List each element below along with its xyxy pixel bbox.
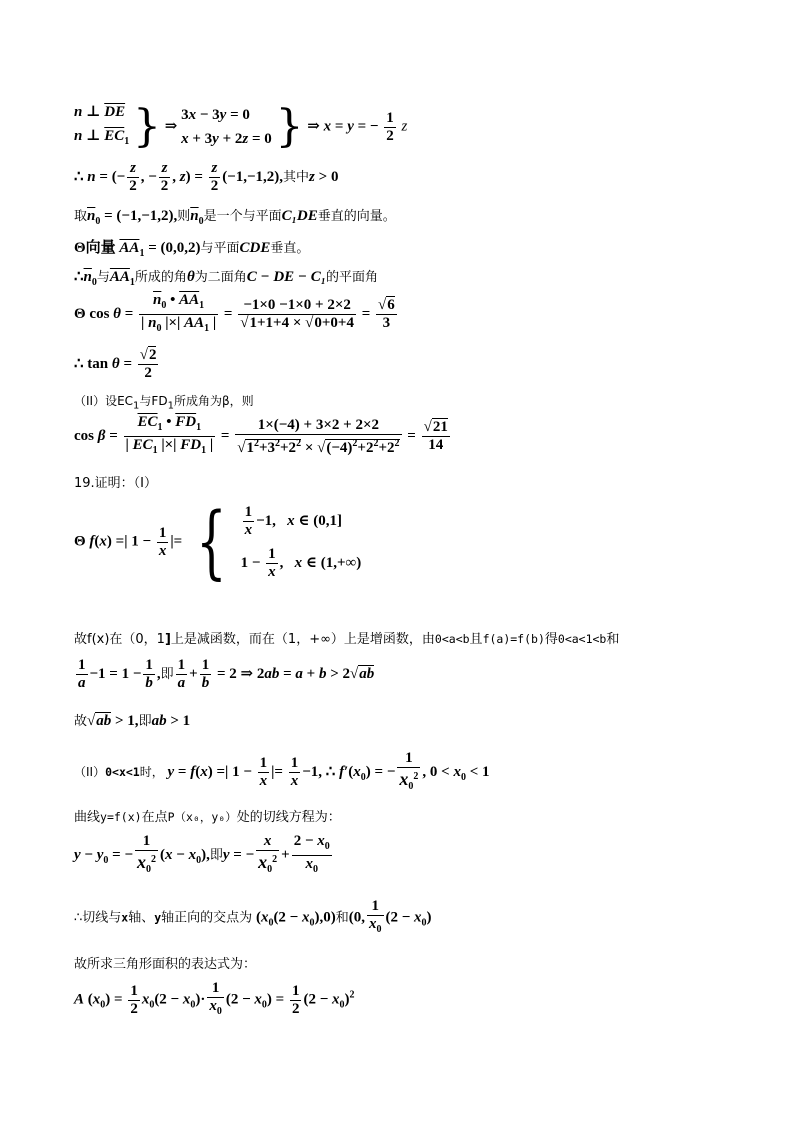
perpendicular-conditions <box>74 100 129 154</box>
line-normal-vector: ∴ n = (− $\frac{z}{2}$ , − $\frac{z}{2}$ , z) = $\frac{z}{2}$ (−1,−1,2),其中z > 0 <box>74 160 339 194</box>
line-ab-relation: $\frac{1}{a}$ −1 = 1 − $\frac{1}{b}$ ,即 $\frac{1}{a}$ + $\frac{1}{b}$ = 2 ⇒ 2ab = a + b > 2√ab <box>78 657 375 691</box>
line-normal-vector-system: n ⊥ $\overline{DE}$ n ⊥ $\overline{EC}_1$ } ⇒ 3x − 3y = 0 x + 3y + 2z = 0 } ⇒ x = y = − $\frac{1}{2}$ z <box>74 101 408 152</box>
line-vector-aa1: Θ向量 $\overline{AA}_1 = (0,0,2)$与平面CDE垂直。 <box>74 240 310 259</box>
text-with-plane: 与平面 <box>200 241 240 256</box>
text-dihedral: 为二面角 <box>194 270 247 285</box>
case-1: $\frac{1}{x}$ −1, x ∈ (0,1] <box>244 504 342 539</box>
line-area-intro: 故所求三角形面积的表达式为： <box>74 957 257 972</box>
line-tan-theta: ∴ tan θ = $\frac{√2}{2}$ <box>74 347 157 381</box>
line-tangent-intro: 曲线y=f(x)在点P（x₀，y₀）处的切线方程为： <box>74 810 341 825</box>
right-brace-icon: } <box>275 101 304 152</box>
text-angle-formed: 所成的角 <box>134 270 187 285</box>
text-and: 与 <box>96 270 110 285</box>
line-area-expression: A $(x_0)$ = $\frac{1}{2}$ $x_0(2 - x_0)\cdot$ $\frac{1}{x_0}$ $(2 - x_0)$ = $\frac{1}{2}$ $(2 - x_0)^2$ <box>74 980 355 1017</box>
line-tangent-equation: $y - y_0$ = − $\frac{1}{x_0^2}$ $(x - x_0)$,即y = − $\frac{x}{x_0^2}$ + $\frac{2 - x_0}{x_0}$ <box>74 833 330 875</box>
therefore-symbol: ∴ <box>74 269 84 285</box>
line-conclusion-ab: 故√ab > 1,即ab > 1 <box>74 713 191 729</box>
left-brace-icon: { <box>196 495 227 588</box>
line-piecewise-f: Θ f(x) =| 1 − $\frac{1}{x}$ |= { $\frac{1}{x}$ −1, x ∈ (0,1] 1 − $\frac{1}{x}$ , x ∈ (1,+∞) <box>74 495 362 588</box>
fraction-numeric: $\frac{-1\times 0 -1\times 0 + 2\times 2}{√1+1+4 \times √0+0+4}$ <box>240 297 354 331</box>
eq-1: 3x − 3y = 0 <box>181 107 250 123</box>
line-take-n0: 取$\overline{n}_0 = (-1,-1,2)$,则$\overline{n}_0$是一个与平面C₁DE垂直的向量。 <box>74 208 396 227</box>
line-derivative: （II）0<x<1时， y = f(x) =| 1 − $\frac{1}{x}$ |= $\frac{1}{x}$ −1, ∴ $f'(x_0)$ = − $\frac{1}{x_0^2}$ , $0 < x_0 < 1$ <box>74 750 490 792</box>
line-cos-theta: Θ cos θ = $\frac{\overline{n}_0 • \overline{AA}_1}{| \overline{n}_0 |\times| \overline{AA}_1 |}$ = $\frac{-1\times 0 -1\times 0 + 2\times 2}{√1+1+4 \times √0+0+4}$ = $\frac{√6}{3}$ <box>74 292 399 337</box>
case-2: 1 − $\frac{1}{x}$ , x ∈ (1,+∞) <box>240 546 362 581</box>
right-brace-icon: } <box>133 101 162 152</box>
text-because-vector: Θ向量 <box>74 240 116 256</box>
text-plane-angle: 的平面角 <box>326 270 379 285</box>
fraction-dot-over-norms: $\frac{\overline{n}_0 • \overline{AA}_1}{| \overline{n}_0 |\times| \overline{AA}_1 |}$ <box>141 292 217 334</box>
fraction-result: $\frac{√6}{3}$ <box>378 297 395 331</box>
line-part-ii-intro: （II）设$EC_1$与$FD_1$所成角为β，则 <box>74 394 254 412</box>
eq-2: x + 3y + 2z = 0 <box>181 131 272 147</box>
plane-c1de: C₁DE <box>281 208 318 224</box>
fraction-half: $\frac{1}{2}$ <box>386 109 394 144</box>
text-vertical-vector: 垂直的向量。 <box>317 209 396 224</box>
line-cos-beta: cos β = $\frac{\overline{EC}_1 • \overline{FD}_1}{| \overline{EC}_1 |\times| \overline{FD}_1 |}$ = $\frac{1\times(-4) + 3\times 2 + 2\times 2}{√1^2+3^2+2^2 \times √(-4)^2+2^2+2^2}$ = $\frac{√21}{14}$ <box>74 414 448 456</box>
line-19-heading: 19.证明：（I） <box>74 476 158 491</box>
line-monotonic: 故f(x)在（0，1]上是减函数，而在（1，+∞）上是增函数，由0<a<b且f(a)=f(b)得0<a<1<b和 <box>74 632 620 647</box>
cond-ec1: n ⊥ $\overline{EC}_1$ <box>74 128 130 147</box>
text-vertical: 垂直。 <box>270 241 310 256</box>
text-take: 取 <box>74 209 88 224</box>
cond-de: n ⊥ $\overline{DE}$ <box>74 104 126 120</box>
line-dihedral-angle: $\therefore\overline{n}_0$与$\overline{AA}_1$所成的角θ为二面角C − DE − C₁的平面角 <box>74 269 379 288</box>
theta-symbol: θ <box>186 269 195 285</box>
dihedral-name: C − DE − C₁ <box>246 269 327 285</box>
linear-equations <box>181 103 272 151</box>
plane-cde: CDE <box>239 240 271 256</box>
text-perp-vector: 是一个与平面 <box>203 209 282 224</box>
line-intercepts: ∴切线与x轴、y轴正向的交点为 $(x_0(2 - x_0),0)$和(0, $\frac{1}{x_0}$ $(2 - x_0)$ <box>74 898 432 935</box>
